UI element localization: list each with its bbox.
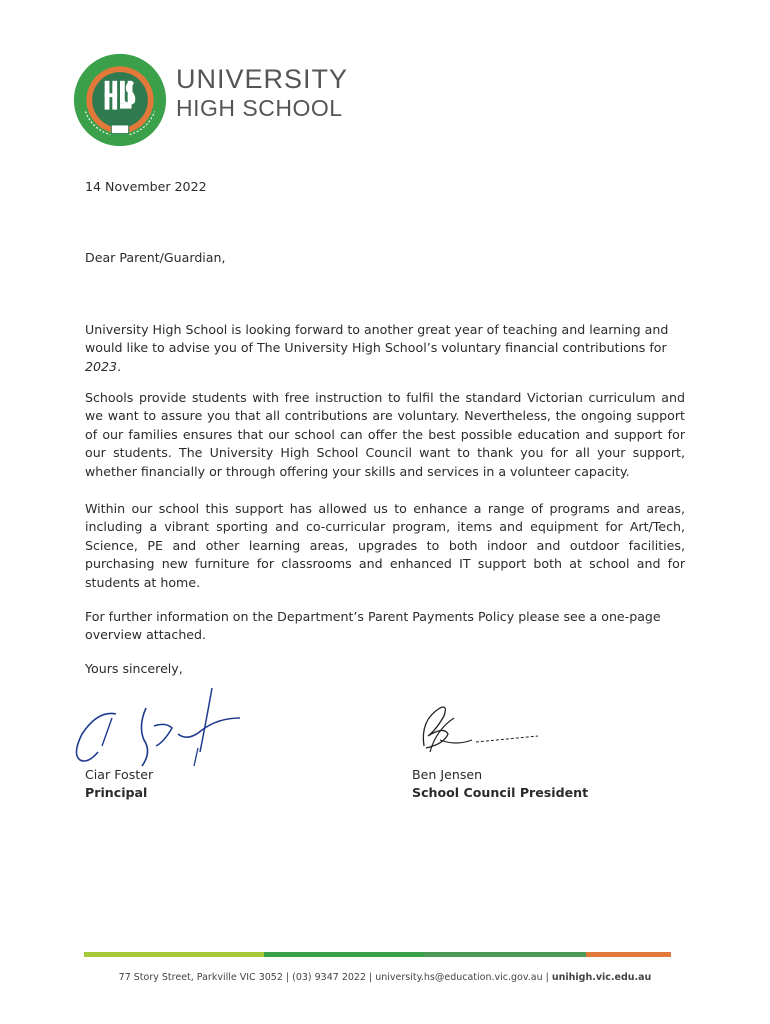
paragraph-intro-text: University High School is looking forward to another great year of teaching and learning and would like to advise you of The University High School’s voluntary financial contributions for xyxy=(85,322,669,356)
footer-color-bar xyxy=(84,952,671,957)
paragraph-intro-year: 2023 xyxy=(85,358,118,374)
letter-date: 14 November 2022 xyxy=(85,179,207,194)
footer-bar-segment-yellow-green xyxy=(84,952,264,957)
principal-signatory xyxy=(85,766,153,802)
footer-bar-segment-mid-green xyxy=(424,952,586,957)
salutation: Dear Parent/Guardian, xyxy=(85,250,226,265)
footer-address: 77 Story Street, Parkville VIC 3052 | (03) 9347 2022 | university.hs@education.vic.gov.au | xyxy=(118,972,552,983)
school-logo xyxy=(72,52,168,148)
school-name xyxy=(176,66,348,120)
footer-bar-segment-green xyxy=(264,952,424,957)
president-title: School Council President xyxy=(412,785,589,800)
paragraph-programs: Within our school this support has allowed us to enhance a range of programs and areas, including a vibrant sporting and co-curricular program, items and equipment for Art/Tech, Science, PE and other learning areas, upgrades to both indoor and outdoor facilities, purchasing new furniture for classrooms and enhanced IT support both at school and for students at home. xyxy=(85,501,685,590)
principal-name: Ciar Foster xyxy=(85,767,154,782)
footer-website: unihigh.vic.edu.au xyxy=(551,972,652,983)
president-name: Ben Jensen xyxy=(412,767,483,782)
paragraph-intro-end: . xyxy=(117,358,122,374)
footer-bar-segment-orange xyxy=(586,952,671,957)
footer-contact xyxy=(0,972,770,983)
president-signatory xyxy=(412,766,588,802)
paragraph-voluntary: Schools provide students with free instruction to fulfil the standard Victorian curriculum and we want to assure you that all contributions are voluntary. Nevertheless, the ongoing support of our families ensures that our school can offer the best possible education and support for our students. The University High School Council want to thank you for all your support, whether financially or through offering your skills and services in a volunteer capacity. xyxy=(85,390,685,479)
president-signature xyxy=(410,700,550,760)
school-crest-icon xyxy=(72,52,168,148)
school-name-line1: UNIVERSITY xyxy=(176,64,349,94)
paragraph-intro xyxy=(85,321,685,376)
closing: Yours sincerely, xyxy=(85,661,183,676)
paragraph-policy: For further information on the Department’s Parent Payments Policy please see a one-page overview attached. xyxy=(85,609,661,643)
school-name-line2: HIGH SCHOOL xyxy=(176,95,343,121)
principal-title: Principal xyxy=(85,785,148,800)
